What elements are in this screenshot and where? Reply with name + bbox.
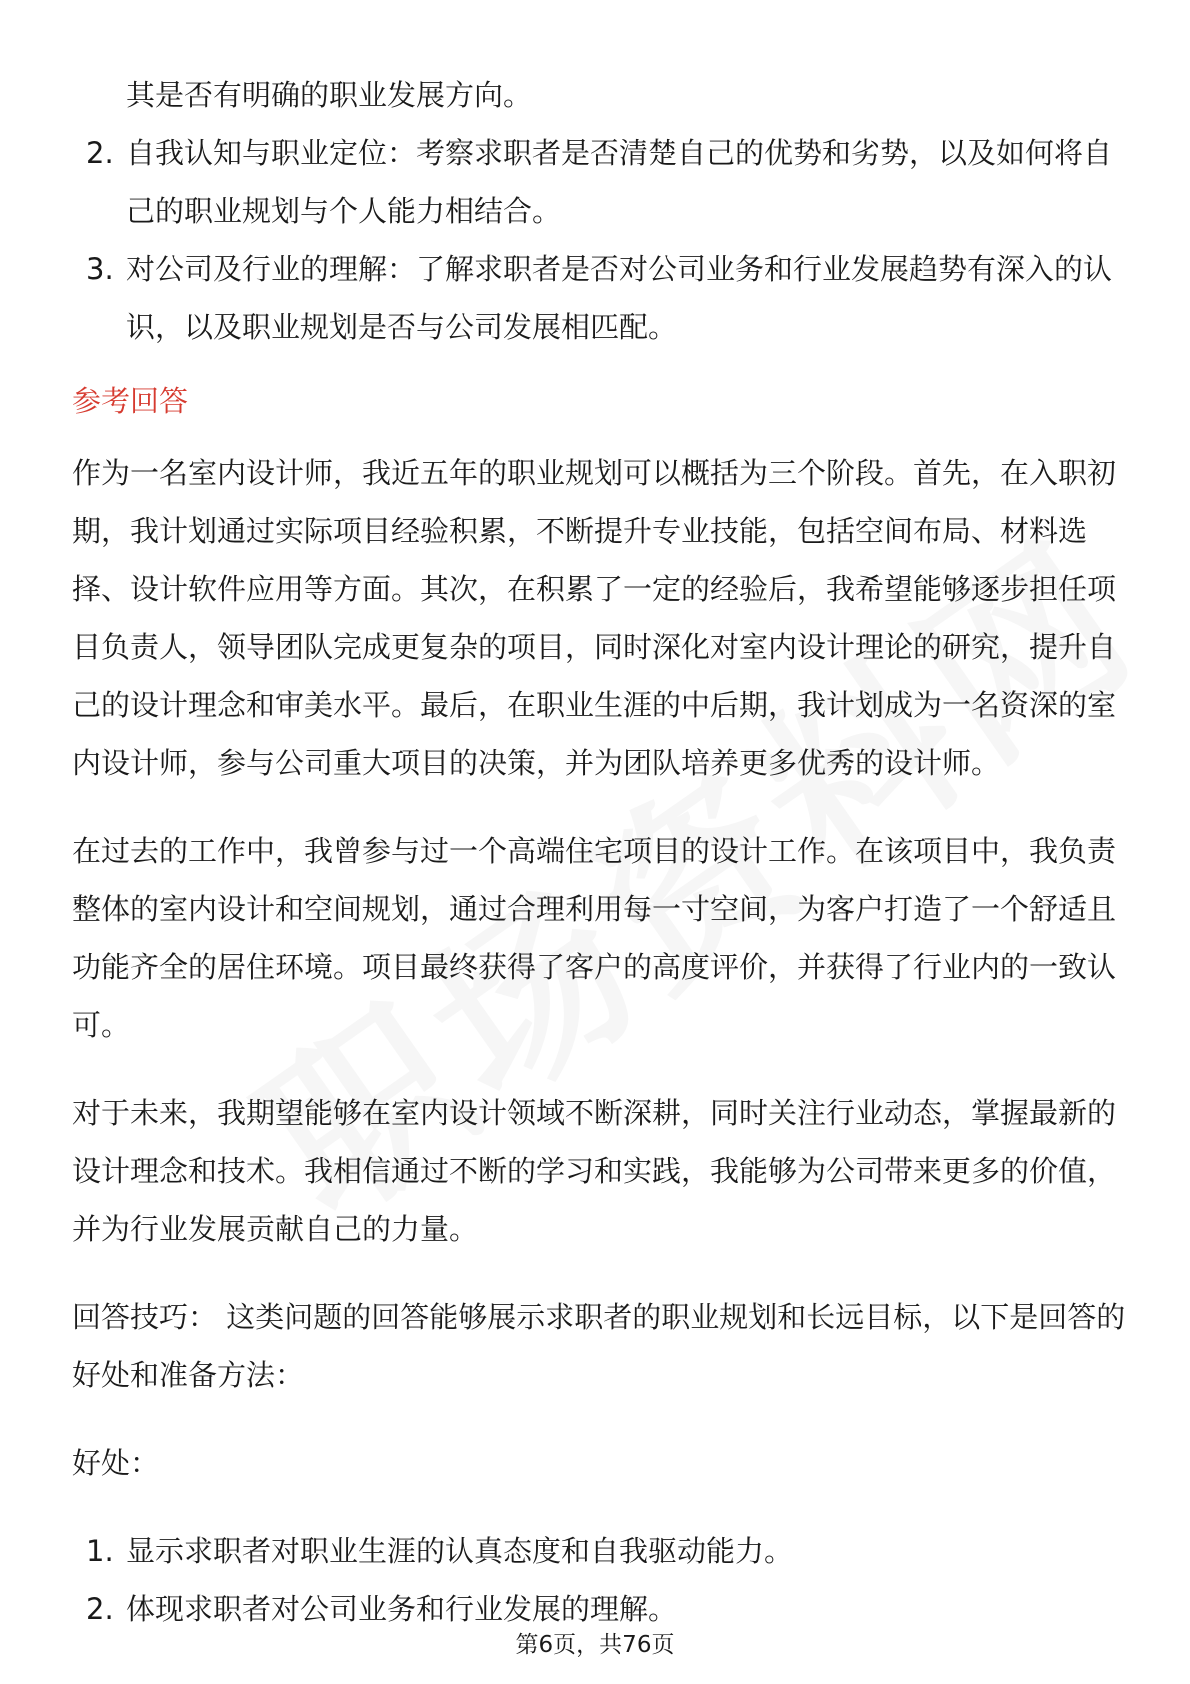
list-line: 对公司及行业的理解：了解求职者是否对公司业务和行业发展趋势有深入的认: [126, 252, 1113, 286]
paragraph-gap: [72, 1258, 1118, 1288]
page-content: [72, 66, 1126, 1638]
paragraph-gap: [72, 792, 1118, 822]
paragraph-line: 内设计师，参与公司重大项目的决策，并为团队培养更多优秀的设计师。: [72, 746, 1001, 780]
paragraph-line: 可。: [72, 1008, 131, 1042]
paragraph-line: 择、设计软件应用等方面。其次，在积累了一定的经验后，我希望能够逐步担任项: [72, 572, 1117, 606]
paragraph-gap: [72, 1492, 1118, 1522]
paragraph-line: 目负责人，领导团队完成更复杂的项目，同时深化对室内设计理论的研究，提升自: [72, 630, 1117, 664]
list-number: 3.: [86, 252, 114, 286]
section-title-reference-answer: 参考回答: [72, 384, 189, 418]
page-footer: 第6页，共76页: [515, 1632, 675, 1658]
paragraph-line: 设计理念和技术。我相信通过不断的学习和实践，我能够为公司带来更多的价值，: [72, 1154, 1117, 1188]
paragraph-line: 作为一名室内设计师，我近五年的职业规划可以概括为三个阶段。首先，在入职初: [72, 456, 1117, 490]
paragraph-line: 功能齐全的居住环境。项目最终获得了客户的高度评价，并获得了行业内的一致认: [72, 950, 1117, 984]
paragraph-line: 己的设计理念和审美水平。最后，在职业生涯的中后期，我计划成为一名资深的室: [72, 688, 1117, 722]
list-item: [72, 1522, 1118, 1580]
list-item: [72, 240, 1118, 356]
paragraph-line: 整体的室内设计和空间规划，通过合理利用每一寸空间，为客户打造了一个舒适且: [72, 892, 1117, 926]
list-line: 显示求职者对职业生涯的认真态度和自我驱动能力。: [126, 1534, 794, 1568]
answer-paragraph: [72, 1084, 1118, 1258]
list-line: 己的职业规划与个人能力相结合。: [126, 194, 562, 228]
tips-line: 回答技巧： 这类问题的回答能够展示求职者的职业规划和长远目标，以下是回答的: [72, 1300, 1126, 1334]
list-number: 2.: [86, 136, 114, 170]
list-number: 1.: [86, 1534, 114, 1568]
paragraph-gap: [72, 1054, 1118, 1084]
tips-line: 好处和准备方法：: [72, 1358, 305, 1392]
list-line: 识，以及职业规划是否与公司发展相匹配。: [126, 310, 678, 344]
paragraph-line: 在过去的工作中，我曾参与过一个高端住宅项目的设计工作。在该项目中，我负责: [72, 834, 1117, 868]
list-line: 自我认知与职业定位：考察求职者是否清楚自己的优势和劣势，以及如何将自: [126, 136, 1113, 170]
list-line: 体现求职者对公司业务和行业发展的理解。: [126, 1592, 678, 1626]
paragraph-line: 对于未来，我期望能够在室内设计领域不断深耕，同时关注行业动态，掌握最新的: [72, 1096, 1117, 1130]
answer-paragraph: [72, 822, 1118, 1054]
tips-paragraph: [72, 1288, 1126, 1404]
paragraph-line: 期，我计划通过实际项目经验积累，不断提升专业技能，包括空间布局、材料选: [72, 514, 1088, 548]
list-item: [72, 124, 1118, 240]
paragraph-line: 并为行业发展贡献自己的力量。: [72, 1212, 479, 1246]
list-number: 2.: [86, 1592, 114, 1626]
benefits-heading: 好处：: [72, 1446, 160, 1480]
answer-paragraph: [72, 444, 1118, 792]
continuation-line: 其是否有明确的职业发展方向。: [126, 78, 533, 112]
paragraph-gap: [72, 1404, 1118, 1434]
